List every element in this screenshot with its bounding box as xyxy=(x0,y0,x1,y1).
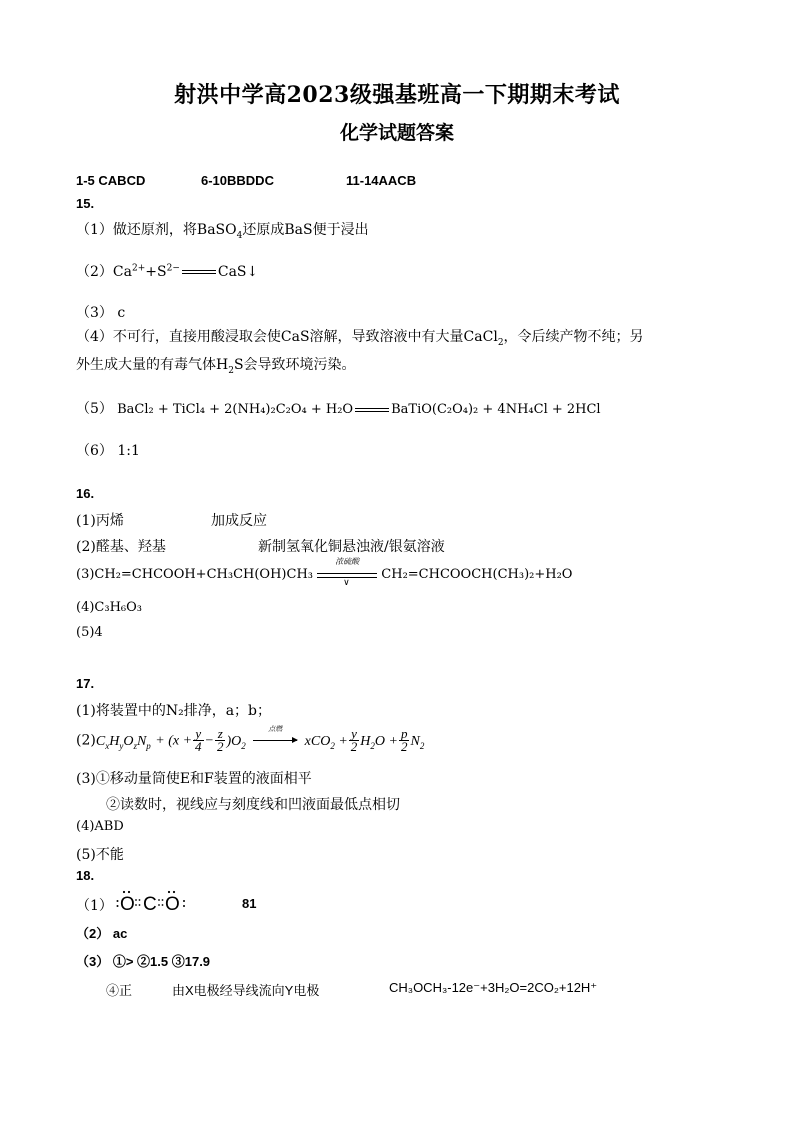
svg-text:O: O xyxy=(165,894,180,915)
q16-answer-2: (2)醛基、羟基 xyxy=(76,539,166,555)
q15-answer-2: $(2)Ca^{2+}+S^{2-}$ CaS↓ xyxy=(76,263,259,280)
q17-answer-3a: (3)①移动量筒使E和F装置的液面相平 xyxy=(76,771,312,787)
q15-answer-1: （1）做还原剂，将BaSO$_4$还原成BaS便于浸出 xyxy=(76,222,369,241)
page-title: 射洪中学高2023级强基班高一下期期末考试 xyxy=(174,82,620,108)
q16-answer-1-type: 加成反应 xyxy=(211,513,267,529)
choice-answers-6-10: 6-10BBDDC xyxy=(201,173,274,188)
q18-answer-1-label: （1） xyxy=(76,898,113,914)
q17-answer-4: (4)ABD xyxy=(76,819,124,834)
reversible-arrow-icon: 浓硫酸 ∨ xyxy=(317,568,377,582)
q18-answer-4-electrode-equation: CH₃OCH₃-12e⁻+3H₂O=2CO₂+12H⁺ xyxy=(389,980,598,995)
q17-answer-1: (1)将装置中的N₂排净，a；b； xyxy=(76,703,272,719)
svg-text:C: C xyxy=(143,894,157,915)
q15-answer-3: （3） c xyxy=(76,305,126,321)
q18-answer-2: （2） ac xyxy=(76,926,128,941)
q17-answer-5: (5)不能 xyxy=(76,847,124,863)
q18-answer-4-pole: ④正 xyxy=(106,983,133,998)
q16-answer-4: (4)C₃H₆O₃ xyxy=(76,600,142,615)
q15-answer-5: （5） BaCl₂ + TiCl₄ + 2(NH₄)₂C₂O₄ + H₂O BaTiO(C₂O₄)₂ + 4NH₄Cl + 2HCl xyxy=(76,401,601,417)
svg-text:O: O xyxy=(120,894,135,915)
co2-electron-dot-structure xyxy=(116,889,186,915)
q18-answer-3: （3） ①> ②1.5 ③17.9 xyxy=(76,954,211,969)
q17-answer-2-equation: $(2)C_xH_yO_zN_p + (x$ + $\frac{y}{4}$ − $\frac{z}{2}$ )$O_2$ 点燃 xCO$_2$ + $\frac{y}{2}$ $H_2O$ + $\frac{p}{2}$ $N_2$ xyxy=(76,724,425,754)
choice-answers-1-5: 1-5 CABCD xyxy=(76,173,146,188)
q15-number: 15. xyxy=(76,196,95,211)
q16-answer-2-reagent: 新制氢氧化铜悬浊液/银氨溶液 xyxy=(258,539,445,555)
q16-answer-3: (3)CH₂=CHCOOH+CH₃CH(OH)CH₃ 浓硫酸 ∨ CH₂=CHCOOCH(CH₃)₂+H₂O xyxy=(76,556,573,588)
choice-answers-11-14: 11-14AACB xyxy=(346,173,417,188)
q15-answer-6: （6） 1:1 xyxy=(76,443,140,459)
q16-answer-1: (1)丙烯 xyxy=(76,513,124,529)
q18-answer-4-direction: 由X电极经导线流向Y电极 xyxy=(172,983,320,998)
q15-answer-4-line2: 外生成大量的有毒气体$H_2S$会导致环境污染。 xyxy=(76,357,356,376)
reaction-arrow-icon: 点燃 xyxy=(250,733,300,749)
q18-number: 18. xyxy=(76,868,95,883)
q18-answer-1-value: 81 xyxy=(242,896,257,911)
equals-arrow-line xyxy=(182,270,216,274)
q15-answer-4-line1: （4）不可行，直接用酸浸取会使CaS溶解，导致溶液中有大量CaCl$_2$，令后续产物不纯；另 xyxy=(76,329,644,348)
q17-number: 17. xyxy=(76,676,95,691)
q16-answer-5: (5)4 xyxy=(76,625,103,640)
equals-arrow-line xyxy=(355,408,389,412)
q17-answer-3b: ②读数时，视线应与刻度线和凹液面最低点相切 xyxy=(106,797,400,813)
q16-number: 16. xyxy=(76,486,95,501)
page-subtitle: 化学试题答案 xyxy=(339,122,454,144)
